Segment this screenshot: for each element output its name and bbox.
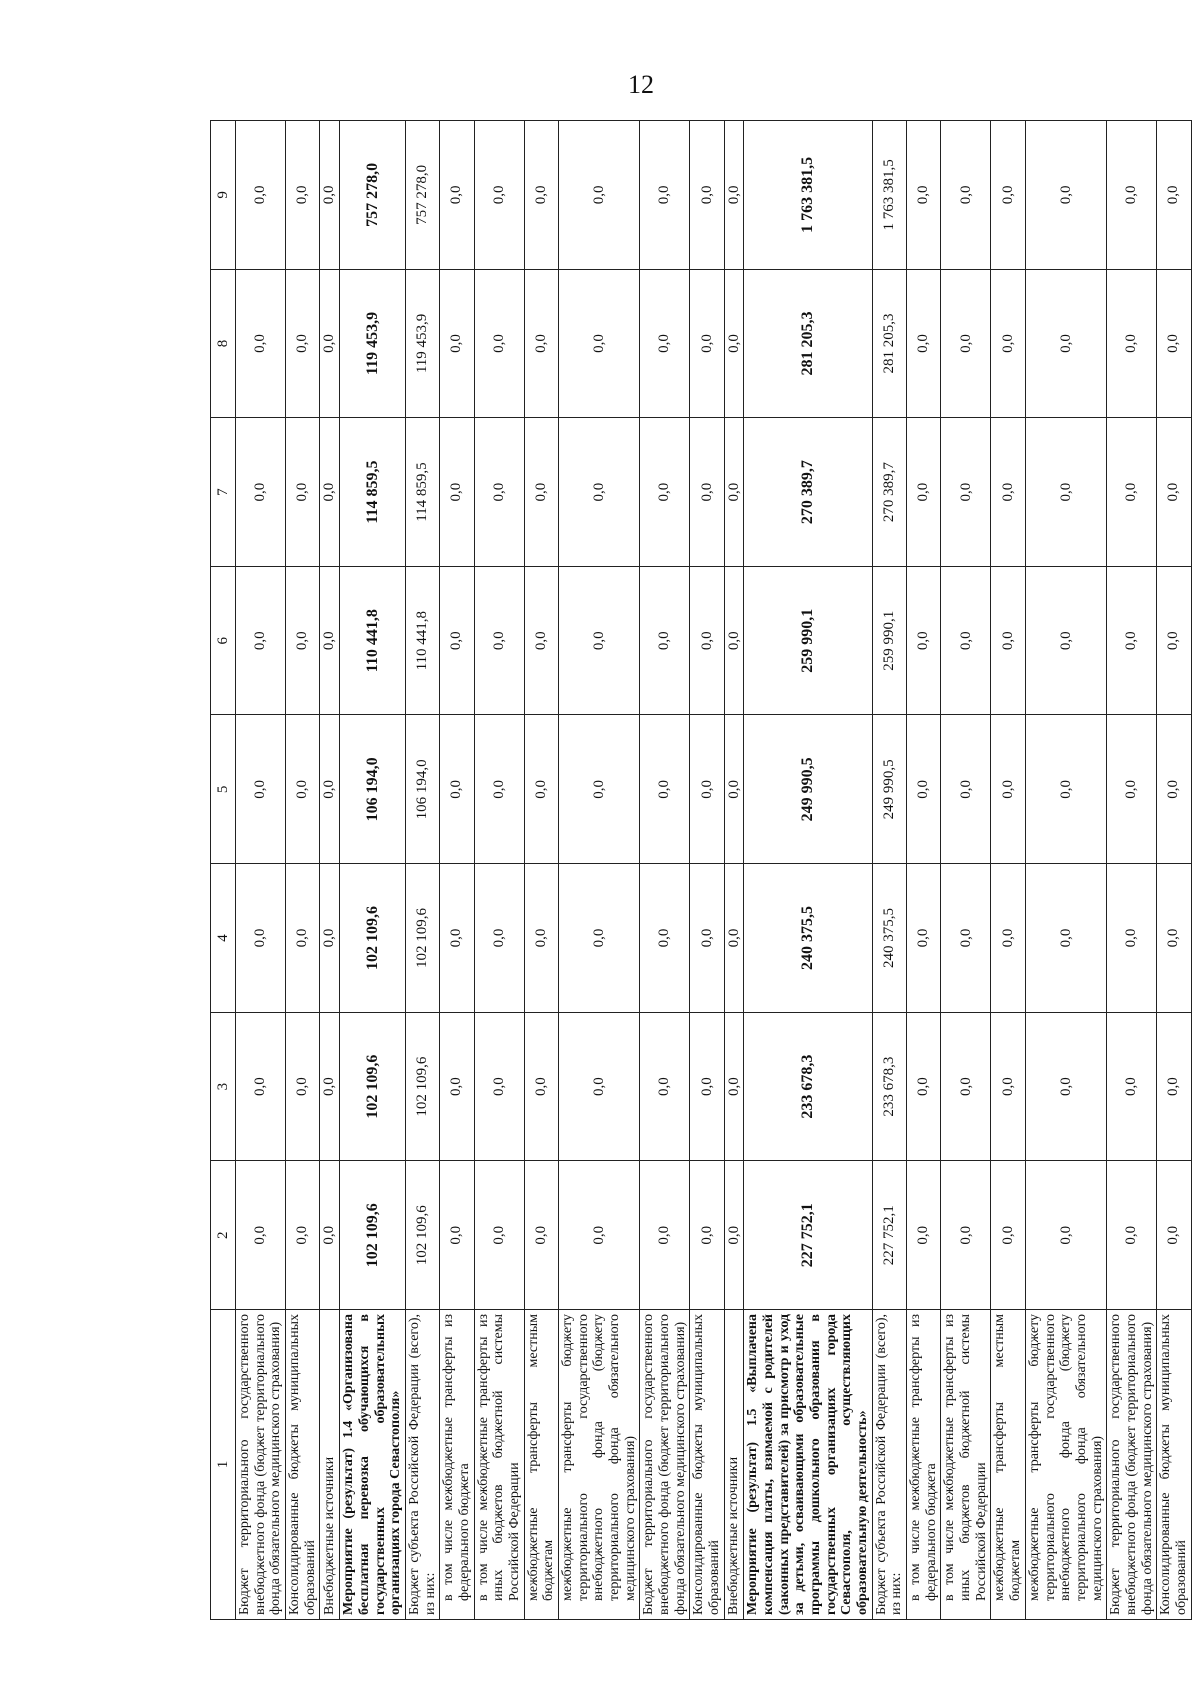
row-value: 281 205,3 — [872, 269, 906, 418]
table-row — [524, 121, 558, 1620]
row-value: 0,0 — [286, 566, 320, 715]
row-value: 270 389,7 — [872, 418, 906, 567]
row-value: 0,0 — [724, 715, 744, 864]
row-value: 0,0 — [1157, 269, 1191, 418]
row-value: 0,0 — [1107, 121, 1157, 270]
row-value: 0,0 — [524, 121, 558, 270]
row-value: 0,0 — [907, 269, 941, 418]
row-value: 0,0 — [236, 1161, 286, 1310]
row-value: 0,0 — [320, 1161, 340, 1310]
row-value: 0,0 — [941, 864, 991, 1013]
row-value: 0,0 — [690, 418, 724, 567]
row-value: 0,0 — [907, 566, 941, 715]
row-value: 102 109,6 — [340, 864, 406, 1013]
row-value: 0,0 — [724, 864, 744, 1013]
row-value: 102 109,6 — [340, 1012, 406, 1161]
table-row — [640, 121, 690, 1620]
row-value: 0,0 — [236, 715, 286, 864]
row-value: 249 990,5 — [872, 715, 906, 864]
row-value: 0,0 — [640, 566, 690, 715]
row-value: 233 678,3 — [744, 1012, 872, 1161]
row-value: 0,0 — [474, 121, 524, 270]
row-value: 0,0 — [320, 269, 340, 418]
row-label: Консолидированные бюджеты муниципальных образований — [286, 1310, 320, 1620]
row-value: 0,0 — [236, 566, 286, 715]
row-value: 0,0 — [236, 864, 286, 1013]
row-value: 757 278,0 — [405, 121, 439, 270]
row-value: 0,0 — [1157, 1161, 1191, 1310]
row-value: 249 990,5 — [744, 715, 872, 864]
row-value: 0,0 — [724, 418, 744, 567]
row-value: 0,0 — [286, 715, 320, 864]
table-row — [340, 121, 406, 1620]
row-value: 0,0 — [474, 269, 524, 418]
row-value: 0,0 — [941, 269, 991, 418]
row-value: 0,0 — [1157, 864, 1191, 1013]
row-value: 0,0 — [690, 566, 724, 715]
row-label: Бюджет субъекта Российской Федерации (всего), из них: — [405, 1310, 439, 1620]
table-row — [991, 121, 1025, 1620]
row-value: 0,0 — [474, 566, 524, 715]
row-value: 0,0 — [1025, 566, 1106, 715]
row-value: 0,0 — [907, 1161, 941, 1310]
row-value: 227 752,1 — [872, 1161, 906, 1310]
row-value: 0,0 — [724, 1161, 744, 1310]
row-value: 0,0 — [440, 121, 474, 270]
row-value: 0,0 — [1025, 1161, 1106, 1310]
column-header: 3 — [211, 1012, 236, 1161]
table-row — [744, 121, 872, 1620]
row-value: 0,0 — [941, 1161, 991, 1310]
row-value: 114 859,5 — [405, 418, 439, 567]
row-value: 0,0 — [286, 269, 320, 418]
table-row — [320, 121, 340, 1620]
row-label: Консолидированные бюджеты муниципальных образований — [690, 1310, 724, 1620]
table-row — [724, 121, 744, 1620]
row-value: 0,0 — [440, 864, 474, 1013]
row-value: 0,0 — [1025, 1012, 1106, 1161]
table-row — [690, 121, 724, 1620]
row-value: 0,0 — [474, 418, 524, 567]
row-label: межбюджетные трансферты бюджету территориального государственного внебюджетного фонда (бюджету территориального фонда обязательного медицинского страхования) — [558, 1310, 639, 1620]
row-label: Бюджет территориального государственного внебюджетного фонда (бюджет территориального фонда обязательного медицинского страхования) — [640, 1310, 690, 1620]
row-value: 0,0 — [724, 269, 744, 418]
table-row — [872, 121, 906, 1620]
row-value: 0,0 — [440, 566, 474, 715]
row-value: 0,0 — [558, 269, 639, 418]
row-value: 1 763 381,5 — [744, 121, 872, 270]
row-label: межбюджетные трансферты бюджету территориального государственного внебюджетного фонда (бюджету территориального фонда обязательного медицинского страхования) — [1025, 1310, 1106, 1620]
row-value: 0,0 — [991, 418, 1025, 567]
column-header: 4 — [211, 864, 236, 1013]
table-row — [1157, 121, 1191, 1620]
row-value: 0,0 — [640, 1012, 690, 1161]
row-value: 0,0 — [907, 418, 941, 567]
table-row — [558, 121, 639, 1620]
row-label: в том числе межбюджетные трансферты из федерального бюджета — [440, 1310, 474, 1620]
row-value: 0,0 — [286, 1012, 320, 1161]
row-value: 0,0 — [1107, 1012, 1157, 1161]
row-value: 0,0 — [1107, 269, 1157, 418]
row-label: в том числе межбюджетные трансферты из федерального бюджета — [907, 1310, 941, 1620]
row-value: 0,0 — [690, 1161, 724, 1310]
column-header: 8 — [211, 269, 236, 418]
row-value: 0,0 — [640, 1161, 690, 1310]
row-value: 0,0 — [941, 418, 991, 567]
row-value: 0,0 — [690, 121, 724, 270]
row-value: 0,0 — [1157, 418, 1191, 567]
row-value: 0,0 — [558, 418, 639, 567]
table-row — [907, 121, 941, 1620]
row-value: 1 763 381,5 — [872, 121, 906, 270]
row-label: межбюджетные трансферты местным бюджетам — [991, 1310, 1025, 1620]
row-value: 0,0 — [941, 566, 991, 715]
table-row — [405, 121, 439, 1620]
row-value: 102 109,6 — [405, 864, 439, 1013]
row-value: 0,0 — [690, 715, 724, 864]
row-value: 259 990,1 — [872, 566, 906, 715]
row-value: 0,0 — [1107, 864, 1157, 1013]
row-value: 0,0 — [236, 1012, 286, 1161]
row-value: 0,0 — [1025, 715, 1106, 864]
row-value: 114 859,5 — [340, 418, 406, 567]
row-value: 0,0 — [991, 864, 1025, 1013]
row-value: 0,0 — [991, 1012, 1025, 1161]
row-value: 0,0 — [440, 1161, 474, 1310]
row-value: 0,0 — [524, 1161, 558, 1310]
row-value: 102 109,6 — [405, 1161, 439, 1310]
row-value: 0,0 — [440, 418, 474, 567]
row-value: 0,0 — [320, 566, 340, 715]
row-value: 110 441,8 — [340, 566, 406, 715]
rotated-table-container — [210, 120, 1189, 1620]
table-row — [1107, 121, 1157, 1620]
budget-table — [210, 120, 1192, 1620]
row-value: 0,0 — [474, 864, 524, 1013]
row-value: 0,0 — [1025, 864, 1106, 1013]
row-value: 0,0 — [1107, 715, 1157, 864]
row-label: в том числе межбюджетные трансферты из иных бюджетов бюджетной системы Российской Федерации — [941, 1310, 991, 1620]
table-row — [236, 121, 286, 1620]
row-value: 0,0 — [558, 1161, 639, 1310]
row-value: 0,0 — [1157, 1012, 1191, 1161]
row-value: 0,0 — [1107, 1161, 1157, 1310]
row-value: 0,0 — [558, 1012, 639, 1161]
row-value: 119 453,9 — [340, 269, 406, 418]
table-header-row — [211, 121, 236, 1620]
row-value: 0,0 — [991, 1161, 1025, 1310]
row-value: 0,0 — [558, 715, 639, 864]
row-value: 0,0 — [1025, 418, 1106, 567]
row-value: 0,0 — [320, 864, 340, 1013]
row-value: 0,0 — [320, 418, 340, 567]
row-value: 0,0 — [320, 715, 340, 864]
row-value: 0,0 — [524, 864, 558, 1013]
column-header: 5 — [211, 715, 236, 864]
row-value: 0,0 — [286, 121, 320, 270]
row-value: 0,0 — [1025, 269, 1106, 418]
row-value: 119 453,9 — [405, 269, 439, 418]
table-row — [941, 121, 991, 1620]
row-value: 0,0 — [440, 1012, 474, 1161]
row-value: 0,0 — [558, 121, 639, 270]
row-value: 0,0 — [524, 269, 558, 418]
row-value: 0,0 — [690, 1012, 724, 1161]
row-value: 0,0 — [724, 121, 744, 270]
row-value: 227 752,1 — [744, 1161, 872, 1310]
row-value: 106 194,0 — [405, 715, 439, 864]
row-value: 0,0 — [991, 715, 1025, 864]
row-value: 0,0 — [440, 715, 474, 864]
row-value: 270 389,7 — [744, 418, 872, 567]
row-value: 0,0 — [941, 1012, 991, 1161]
row-value: 0,0 — [907, 121, 941, 270]
row-label: Мероприятие (результат) 1.5 «Выплачена компенсация платы, взимаемой с родителей (законных представителей) за присмотр и уход за детьми, осваивающими образовательные программы дошкольного образования в государственных организациях города Севастополя, осуществляющих образовательную деятельность» — [744, 1310, 872, 1620]
row-value: 0,0 — [690, 269, 724, 418]
row-value: 0,0 — [941, 121, 991, 270]
row-value: 0,0 — [236, 418, 286, 567]
row-value: 0,0 — [991, 269, 1025, 418]
row-value: 0,0 — [440, 269, 474, 418]
row-value: 0,0 — [474, 1012, 524, 1161]
row-value: 0,0 — [1157, 121, 1191, 270]
column-header: 1 — [211, 1310, 236, 1620]
row-value: 0,0 — [907, 715, 941, 864]
row-value: 0,0 — [524, 1012, 558, 1161]
row-label: межбюджетные трансферты местным бюджетам — [524, 1310, 558, 1620]
row-value: 102 109,6 — [340, 1161, 406, 1310]
row-label: Консолидированные бюджеты муниципальных образований — [1157, 1310, 1191, 1620]
row-value: 240 375,5 — [744, 864, 872, 1013]
column-header: 9 — [211, 121, 236, 270]
row-value: 0,0 — [1157, 566, 1191, 715]
row-value: 757 278,0 — [340, 121, 406, 270]
row-value: 0,0 — [320, 1012, 340, 1161]
column-header: 2 — [211, 1161, 236, 1310]
row-label: в том числе межбюджетные трансферты из иных бюджетов бюджетной системы Российской Федерации — [474, 1310, 524, 1620]
row-label: Бюджет субъекта Российской Федерации (всего), из них: — [872, 1310, 906, 1620]
table-row — [1025, 121, 1106, 1620]
row-value: 0,0 — [236, 269, 286, 418]
row-value: 0,0 — [236, 121, 286, 270]
row-label: Внебюджетные источники — [320, 1310, 340, 1620]
row-value: 0,0 — [524, 715, 558, 864]
row-value: 106 194,0 — [340, 715, 406, 864]
row-value: 0,0 — [1107, 418, 1157, 567]
row-value: 0,0 — [724, 566, 744, 715]
row-value: 0,0 — [286, 1161, 320, 1310]
row-value: 0,0 — [640, 121, 690, 270]
page-number: 12 — [628, 70, 654, 99]
row-value: 0,0 — [907, 1012, 941, 1161]
row-value: 0,0 — [474, 1161, 524, 1310]
row-value: 0,0 — [1025, 121, 1106, 270]
row-value: 0,0 — [286, 864, 320, 1013]
row-value: 0,0 — [558, 864, 639, 1013]
row-value: 0,0 — [524, 418, 558, 567]
row-value: 259 990,1 — [744, 566, 872, 715]
row-value: 0,0 — [524, 566, 558, 715]
row-value: 110 441,8 — [405, 566, 439, 715]
column-header: 6 — [211, 566, 236, 715]
row-value: 0,0 — [724, 1012, 744, 1161]
row-value: 0,0 — [991, 566, 1025, 715]
row-value: 281 205,3 — [744, 269, 872, 418]
row-value: 0,0 — [991, 121, 1025, 270]
row-value: 0,0 — [640, 715, 690, 864]
row-value: 0,0 — [1107, 566, 1157, 715]
column-header: 7 — [211, 418, 236, 567]
row-value: 0,0 — [1157, 715, 1191, 864]
row-label: Бюджет территориального государственного внебюджетного фонда (бюджет территориального фонда обязательного медицинского страхования) — [236, 1310, 286, 1620]
row-label: Мероприятие (результат) 1.4 «Организована бесплатная перевозка обучающихся в государственных образовательных организациях города Севастополя» — [340, 1310, 406, 1620]
table-row — [286, 121, 320, 1620]
row-value: 0,0 — [286, 418, 320, 567]
row-value: 0,0 — [640, 269, 690, 418]
row-value: 102 109,6 — [405, 1012, 439, 1161]
table-row — [440, 121, 474, 1620]
row-value: 0,0 — [640, 418, 690, 567]
row-label: Бюджет территориального государственного внебюджетного фонда (бюджет территориального фонда обязательного медицинского страхования) — [1107, 1310, 1157, 1620]
row-value: 0,0 — [320, 121, 340, 270]
table-body — [236, 121, 1192, 1620]
row-value: 0,0 — [474, 715, 524, 864]
row-value: 0,0 — [640, 864, 690, 1013]
row-value: 0,0 — [690, 864, 724, 1013]
row-value: 0,0 — [558, 566, 639, 715]
row-value: 233 678,3 — [872, 1012, 906, 1161]
row-label: Внебюджетные источники — [724, 1310, 744, 1620]
row-value: 0,0 — [941, 715, 991, 864]
row-value: 240 375,5 — [872, 864, 906, 1013]
row-value: 0,0 — [907, 864, 941, 1013]
table-row — [474, 121, 524, 1620]
